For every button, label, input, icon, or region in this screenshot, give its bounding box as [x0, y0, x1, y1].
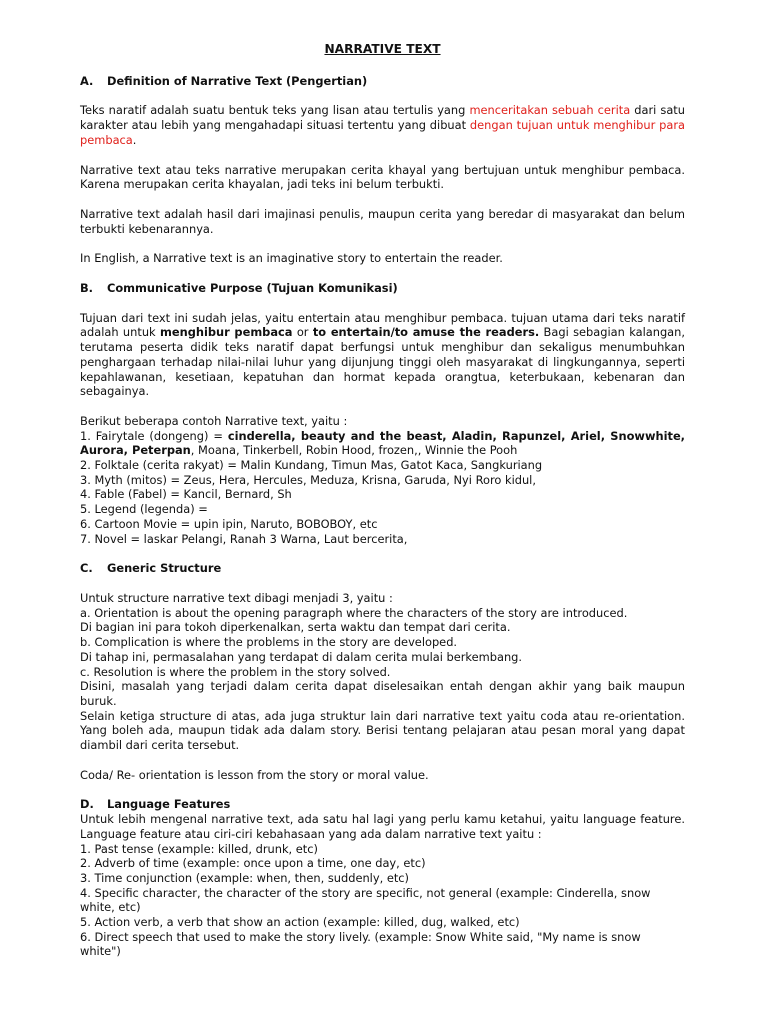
- example-item-3: 3. Myth (mitos) = Zeus, Hera, Hercules, Meduza, Krisna, Garuda, Nyi Roro kidul,: [80, 472, 536, 487]
- bold-text: to entertain/to amuse the readers.: [312, 325, 540, 340]
- language-features-intro: Untuk lebih mengenal narrative text, ada satu hal lagi yang perlu kamu ketahui, yaitu language feature. Language feature atau ciri-ciri kebahasaan yang ada dalam narrative text yaitu :: [80, 812, 685, 841]
- section-a-title: Definition of Narrative Text (Pengertian): [107, 73, 368, 88]
- example-item-1: [80, 429, 685, 458]
- feature-item-5: 5. Action verb, a verb that show an action (example: killed, dug, walked, etc): [80, 915, 520, 930]
- section-b-heading: [80, 281, 685, 296]
- section-b-letter: B.: [80, 281, 94, 296]
- text-run: or: [292, 325, 313, 340]
- text-run: .: [132, 132, 137, 147]
- highlight-text: dengan tujuan untuk menghibur para pembaca: [80, 118, 685, 147]
- text-run: Teks naratif adalah suatu bentuk teks yang lisan atau tertulis yang: [80, 103, 470, 118]
- section-c-title: Generic Structure: [107, 561, 222, 576]
- structure-line: c. Resolution is where the problem in the story solved.: [80, 664, 391, 679]
- feature-item-3: 3. Time conjunction (example: when, then, suddenly, etc): [80, 870, 409, 885]
- text-run: , Moana, Tinkerbell, Robin Hood, frozen,, Winnie the Pooh: [190, 443, 518, 458]
- feature-item-6: 6. Direct speech that used to make the story lively. (example: Snow White said, "My name is snow white"): [80, 929, 641, 959]
- section-a-letter: A.: [80, 73, 94, 88]
- highlight-text: menceritakan sebuah cerita: [469, 103, 631, 118]
- structure-line: Di bagian ini para tokoh diperkenalkan, serta waktu dan tempat dari cerita.: [80, 620, 511, 635]
- section-d-title: Language Features: [107, 797, 231, 812]
- section-a-paragraph-3: Narrative text adalah hasil dari imajinasi penulis, maupun cerita yang beredar di masyarakat dan belum terbukti kebenarannya.: [80, 206, 685, 236]
- text-run: dari satu karakter atau lebih yang mengahadapi situasi tertentu yang dibuat: [80, 103, 685, 133]
- bold-text: menghibur pembaca: [159, 325, 293, 340]
- section-a-paragraph-4: In English, a Narrative text is an imaginative story to entertain the reader.: [80, 251, 503, 266]
- example-item-4: 4. Fable (Fabel) = Kancil, Bernard, Sh: [80, 487, 292, 502]
- text-run: Bagi sebagian kalangan, terutama peserta didik teks naratif dapat berfungsi untuk menghibur dan sekaligus menumbuhkan penghargaan terhadap nilai-nilai luhur yang dijunjung tinggi oleh masyarakat di lingkungannya, seperti kepahlawanan, kesetiaan, kepatuhan dan hormat kepada orangtua, keterbukaan, kebenaran dan sebagainya.: [80, 325, 685, 399]
- section-a-heading: [80, 74, 685, 89]
- structure-line: Di tahap ini, permasalahan yang terdapat di dalam cerita mulai berkembang.: [80, 649, 523, 664]
- section-c-heading: [80, 561, 685, 576]
- bold-text: cinderella, beauty and the beast, Aladin, Rapunzel, Ariel, Snowwhite, Aurora, Peterpan: [80, 428, 685, 458]
- section-b-paragraph-1: [80, 311, 685, 399]
- feature-item-4: 4. Specific character, the character of the story are specific, not general (example: Cinderella, snow white, etc): [80, 885, 651, 915]
- document-page: [80, 42, 685, 959]
- example-item-6: 6. Cartoon Movie = upin ipin, Naruto, BOBOBOY, etc: [80, 516, 378, 531]
- example-item-5: 5. Legend (legenda) =: [80, 502, 208, 517]
- feature-item-2: 2. Adverb of time (example: once upon a time, one day, etc): [80, 856, 426, 871]
- structure-line: a. Orientation is about the opening paragraph where the characters of the story are introduced.: [80, 605, 628, 620]
- section-b-title: Communicative Purpose (Tujuan Komunikasi): [107, 281, 398, 296]
- document-title: NARRATIVE TEXT: [324, 42, 441, 56]
- structure-line: b. Complication is where the problems in the story are developed.: [80, 635, 458, 650]
- text-run: Tujuan dari text ini sudah jelas, yaitu entertain atau menghibur pembaca. tujuan utama dari teks naratif adalah untuk: [80, 310, 685, 340]
- example-item-7: 7. Novel = laskar Pelangi, Ranah 3 Warna, Laut bercerita,: [80, 531, 408, 546]
- example-item-2: 2. Folktale (cerita rakyat) = Malin Kundang, Timun Mas, Gatot Kaca, Sangkuriang: [80, 458, 543, 473]
- section-d-heading: [80, 797, 685, 812]
- examples-intro: Berikut beberapa contoh Narrative text, yaitu :: [80, 413, 348, 428]
- feature-item-1: 1. Past tense (example: killed, drunk, etc): [80, 841, 318, 856]
- section-c-letter: C.: [80, 561, 93, 576]
- section-a-paragraph-2: Narrative text atau teks narrative merupakan cerita khayal yang bertujuan untuk menghibur pembaca. Karena merupakan cerita khayalan, jadi teks ini belum terbukti.: [80, 162, 685, 192]
- structure-line: Selain ketiga structure di atas, ada juga struktur lain dari narrative text yaitu coda atau re-orientation. Yang boleh ada, maupun tidak ada dalam story. Berisi tentang pelajaran atau pesan moral yang dapat diambil dari cerita tersebut.: [80, 708, 685, 753]
- structure-line: Untuk structure narrative text dibagi menjadi 3, yaitu :: [80, 590, 393, 605]
- structure-line: Disini, masalah yang terjadi dalam cerita dapat diselesaikan entah dengan akhir yang baik maupun buruk.: [80, 679, 685, 708]
- text-run: 1. Fairytale (dongeng) =: [80, 428, 228, 443]
- coda-line: Coda/ Re- orientation is lesson from the story or moral value.: [80, 767, 429, 782]
- section-a-paragraph-1: [80, 103, 685, 147]
- section-d-letter: D.: [80, 797, 94, 812]
